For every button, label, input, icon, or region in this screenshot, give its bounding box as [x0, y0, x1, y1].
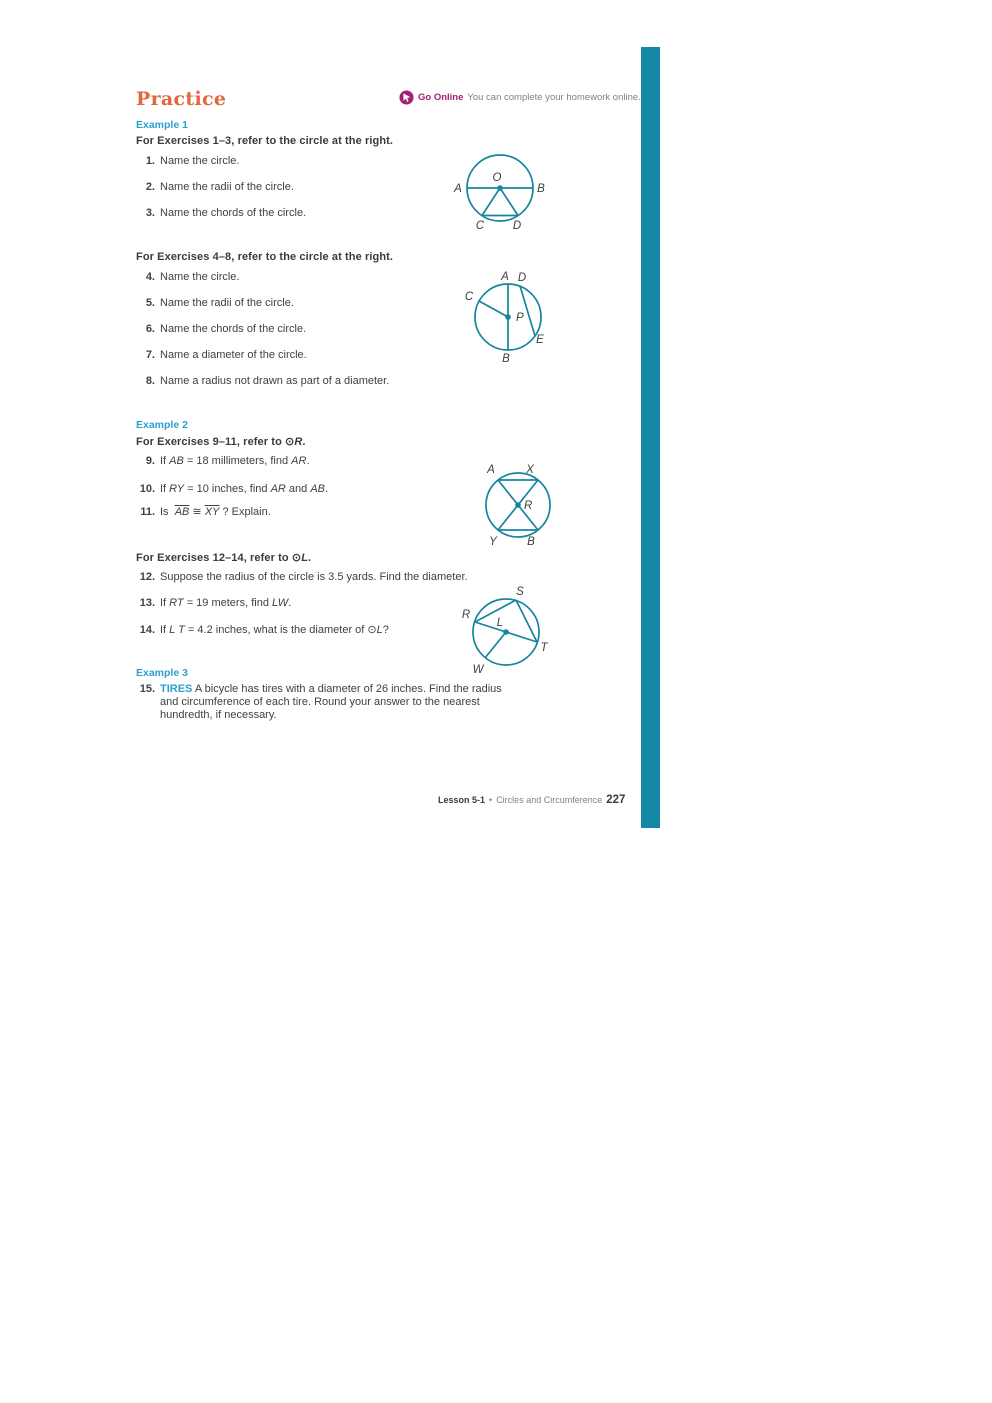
point-label-D: D — [517, 272, 527, 284]
go-online-text: You can complete your homework online. — [467, 92, 641, 103]
circle-dot-symbol: ⊙ — [285, 436, 295, 448]
point-label-S: S — [516, 586, 524, 598]
point-label-D: D — [512, 220, 522, 232]
page-number: 227 — [606, 794, 626, 806]
exercise-number: 9. — [145, 455, 155, 467]
exercise-12 — [136, 571, 468, 584]
exercise-number: 3. — [145, 207, 155, 219]
exercise-text: Name the radii of the circle. — [160, 297, 294, 309]
exercise-number: 6. — [145, 323, 155, 335]
exercise-3 — [136, 207, 306, 220]
exercise-text: Name the chords of the circle. — [160, 323, 307, 335]
go-online-label[interactable]: Go Online — [418, 92, 464, 103]
exercise-14 — [136, 624, 389, 637]
exercises-4-8-intro: For Exercises 4–8, refer to the circle at the right. — [136, 251, 394, 263]
intro-period: . — [308, 552, 312, 564]
exercise-4 — [136, 271, 239, 284]
point-label-P: P — [516, 312, 524, 324]
exercise-6 — [136, 323, 306, 336]
exercise-number: 4. — [145, 271, 155, 283]
page-edge-accent-bar — [641, 47, 660, 828]
exercise-text: Name the chords of the circle. — [160, 207, 307, 219]
exercise-text: If L T = 4.2 inches, what is the diameter of ⊙L? — [160, 624, 389, 636]
segment-XY-overline: $\overline{XY}$ — [204, 506, 220, 518]
intro-text: For Exercises 9–11, refer to — [136, 436, 286, 448]
lesson-number: Lesson 5-1 — [438, 795, 486, 805]
point-label-A: A — [487, 464, 495, 476]
exercise-number: 1. — [145, 155, 155, 167]
lesson-title: Circles and Circumference — [496, 795, 603, 805]
point-label-T: T — [540, 642, 548, 654]
exercise-8 — [136, 375, 389, 388]
exercise-number: 11. — [140, 506, 155, 518]
exercise-text: TIRES A bicycle has tires with a diameter of 26 inches. Find the radius and circumference of each tire. Round your answer to the nearest hundredth, if necessary. — [160, 683, 502, 721]
exercise-text: If RT = 19 meters, find LW. — [160, 597, 292, 609]
point-label-W: W — [472, 664, 484, 676]
exercise-text: If RY = 10 inches, find AR and AB. — [160, 483, 329, 495]
circle-figure-L — [452, 582, 570, 686]
intro-text: For Exercises 12–14, refer to — [136, 552, 292, 564]
exercise-number: 12. — [139, 571, 155, 583]
exercise-13 — [136, 597, 291, 610]
circle-dot-symbol: ⊙ — [367, 624, 377, 636]
point-label-E: E — [536, 334, 544, 346]
exercises-12-14-intro — [136, 551, 311, 564]
segment-AB-overline: $\overline{AB}$ — [174, 506, 190, 518]
point-label-C: C — [475, 220, 485, 232]
circle-name: R — [294, 436, 303, 448]
footer-bullet: • — [489, 795, 493, 805]
exercise-number: 5. — [145, 297, 155, 309]
exercise-text: Name a radius not drawn as part of a diameter. — [160, 375, 390, 387]
exercises-1-3-intro: For Exercises 1–3, refer to the circle at the right. — [136, 135, 394, 147]
point-label-B: B — [502, 353, 510, 365]
exercise-number: 15. — [139, 683, 155, 695]
circle-figure-P — [452, 260, 564, 368]
exercise-text: Name the radii of the circle. — [160, 181, 294, 193]
circle-figure-O — [443, 146, 563, 238]
exercise-7 — [136, 349, 307, 362]
point-label-B: B — [537, 183, 545, 195]
circle-figure-R — [464, 456, 572, 551]
example-2-label: Example 2 — [136, 419, 188, 431]
point-label-R: R — [461, 609, 471, 621]
point-label-A: A — [454, 183, 462, 195]
exercise-number: 14. — [139, 624, 155, 636]
exercise-11 — [136, 506, 271, 519]
point-label-C: C — [464, 291, 474, 303]
point-label-X: X — [526, 464, 534, 476]
exercise-number: 8. — [145, 375, 155, 387]
exercise-2 — [136, 181, 294, 194]
exercise-10 — [136, 483, 328, 496]
exercise-text: Name the circle. — [160, 271, 240, 283]
circle-dot-symbol: ⊙ — [291, 552, 302, 564]
exercise-text: Name the circle. — [160, 155, 240, 167]
cursor-badge-icon — [399, 90, 414, 105]
exercise-number: 10. — [139, 483, 155, 495]
page-title: Practice — [136, 88, 227, 110]
point-label-A: A — [501, 271, 509, 283]
exercise-number: 2. — [145, 181, 155, 193]
intro-period: . — [302, 436, 306, 448]
exercise-5 — [136, 297, 294, 310]
exercise-9 — [136, 455, 310, 468]
exercise-text: Is $\overline{AB}$ ≅ $\overline{XY}$ ? Explain. — [160, 506, 271, 518]
exercises-9-11-intro — [136, 435, 306, 448]
example-1-label: Example 1 — [136, 119, 188, 131]
exercise-tag-tires: TIRES — [160, 683, 193, 695]
point-label-L: L — [496, 617, 504, 629]
point-label-Y: Y — [489, 536, 497, 548]
exercise-text: Name a diameter of the circle. — [160, 349, 307, 361]
exercise-number: 13. — [139, 597, 155, 609]
example-3-label: Example 3 — [136, 667, 188, 679]
exercise-1 — [136, 155, 239, 168]
circle-name: L — [301, 552, 309, 564]
exercise-number: 7. — [145, 349, 155, 361]
exercise-text: Suppose the radius of the circle is 3.5 yards. Find the diameter. — [160, 571, 468, 583]
page-footer — [438, 794, 625, 806]
exercise-15 — [136, 683, 518, 722]
go-online-callout[interactable] — [399, 90, 641, 105]
point-label-B: B — [527, 536, 535, 548]
exercise-text: If AB = 18 millimeters, find AR. — [160, 455, 310, 467]
point-label-O: O — [492, 172, 502, 184]
point-label-R: R — [524, 500, 533, 512]
